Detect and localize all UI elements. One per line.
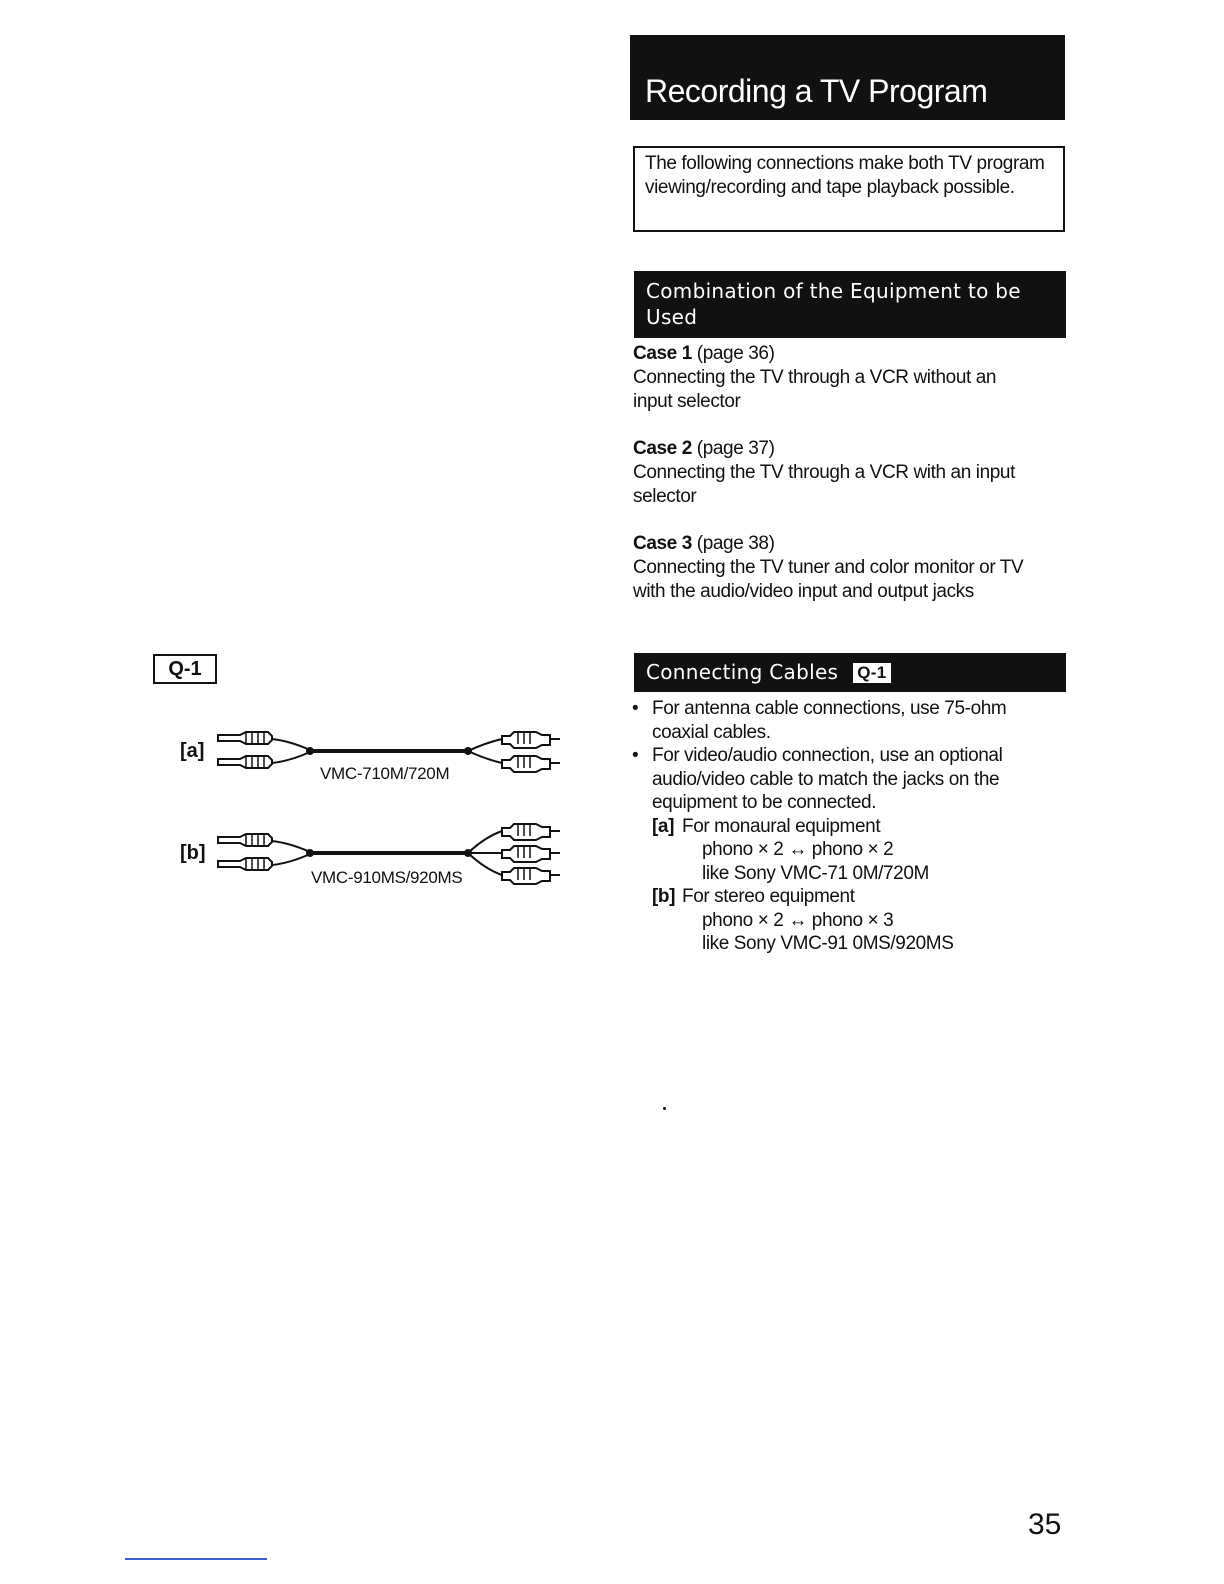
intro-box	[633, 146, 1065, 232]
case-page: (page 37)	[696, 438, 775, 459]
plug-icon	[218, 858, 272, 870]
list-item	[632, 744, 1072, 815]
cable-b-tag: [b]	[180, 842, 206, 864]
bullet-line: audio/video cable to match the jacks on the	[652, 768, 1000, 790]
cable-split	[272, 739, 310, 763]
case-desc-line2: with the audio/video input and output jacks	[633, 581, 974, 602]
plug-icon	[502, 732, 560, 748]
sub-item-spec: phono × 2 ↔ phono × 3	[702, 909, 894, 931]
sub-item-title: For stereo equipment	[682, 886, 855, 907]
bullet-line: equipment to be connected.	[652, 792, 877, 813]
case-1	[633, 342, 1073, 414]
sub-item-model: like Sony VMC-71 0M/720M	[702, 862, 929, 884]
case-desc-line1: Connecting the TV through a VCR without an	[633, 367, 997, 388]
bullet-dot: •	[632, 698, 639, 719]
combination-heading-line1: Combination of the Equipment to be	[646, 279, 1021, 303]
cables-heading	[634, 653, 1066, 692]
case-page: (page 36)	[696, 343, 775, 364]
bullet-dot: •	[632, 745, 639, 766]
case-page: (page 38)	[696, 533, 775, 554]
case-label: Case 1	[633, 343, 692, 364]
sub-item-a	[632, 815, 1072, 886]
bullet-line: coaxial cables.	[652, 721, 771, 743]
cable-split	[468, 831, 502, 875]
combination-heading	[634, 271, 1066, 338]
sub-item-tag: [a]	[652, 815, 675, 837]
case-desc-line2: selector	[633, 486, 697, 507]
plug-icon	[218, 756, 272, 768]
case-3	[633, 532, 1073, 604]
plug-icon	[218, 834, 272, 846]
page-title: Recording a TV Program	[645, 73, 988, 109]
sub-item-title: For monaural equipment	[682, 815, 881, 837]
plug-icon	[502, 824, 560, 840]
cable-b-name: VMC-910MS/920MS	[311, 868, 463, 887]
sub-item-b	[632, 885, 1072, 956]
plug-icon	[502, 756, 560, 772]
combination-heading-line2: Used	[646, 305, 698, 329]
cables-heading-text: Connecting Cables	[646, 660, 839, 684]
sub-item-model: like Sony VMC-91 0MS/920MS	[702, 933, 954, 954]
cable-split	[468, 739, 502, 763]
cable-a-tag: [a]	[180, 740, 205, 762]
case-desc-line1: Connecting the TV tuner and color monitor or TV	[633, 557, 1024, 578]
case-label: Case 3	[633, 533, 692, 554]
cable-a-name: VMC-710M/720M	[320, 764, 450, 783]
figure-label: Q-1	[153, 654, 217, 684]
case-desc-line1: Connecting the TV through a VCR with an input	[633, 462, 1015, 483]
case-2	[633, 437, 1073, 509]
sub-item-tag: [b]	[652, 886, 676, 907]
list-item	[632, 697, 1072, 744]
case-label: Case 2	[633, 438, 692, 459]
plug-icon	[502, 868, 560, 884]
plug-icon	[218, 732, 272, 744]
plug-icon	[502, 846, 560, 862]
case-desc-line2: input selector	[633, 391, 741, 412]
footer-rule	[125, 1558, 267, 1560]
sub-item-spec: phono × 2 ↔ phono × 2	[702, 839, 894, 860]
page-title-bar	[630, 35, 1065, 120]
cables-list	[632, 697, 1072, 956]
cable-split	[272, 841, 310, 865]
stray-mark	[663, 1107, 666, 1110]
intro-text: The following connections make both TV program viewing/recording and tape playback possible.	[645, 153, 1045, 198]
page-number: 35	[1028, 1508, 1062, 1541]
bullet-line: For antenna cable connections, use 75-ohm	[652, 698, 1007, 719]
cable-diagram	[200, 715, 570, 890]
bullet-line: For video/audio connection, use an optional	[652, 745, 1003, 766]
figure-ref-badge: Q-1	[852, 662, 891, 684]
